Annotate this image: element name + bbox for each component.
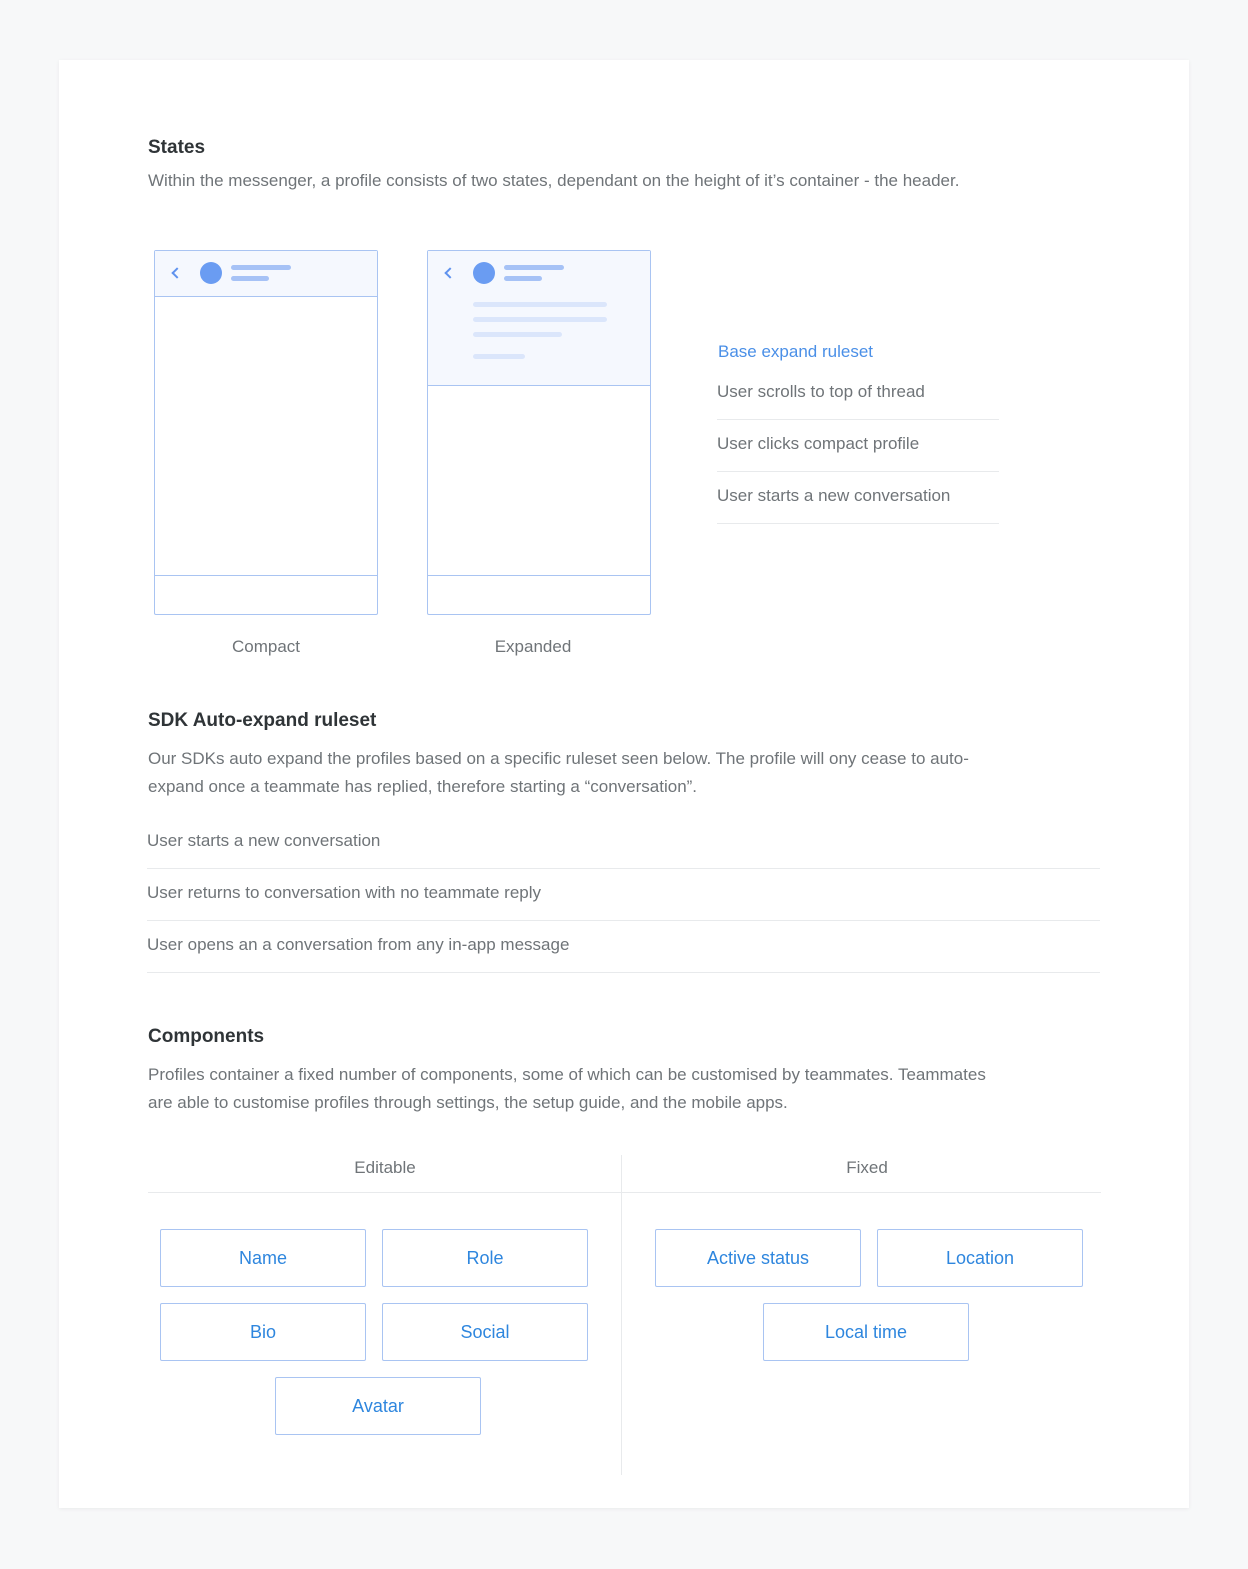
sdk-description-line-2: expand once a teammate has replied, therefore starting a “conversation”. — [148, 777, 698, 796]
fixed-column-label: Fixed — [846, 1158, 888, 1177]
components-description-line-2: are able to customise profiles through settings, the setup guide, and the mobile apps. — [148, 1093, 788, 1112]
placeholder-line — [504, 276, 542, 281]
component-chip-local-time: Local time — [763, 1303, 969, 1361]
expanded-composer — [428, 575, 650, 614]
expanded-header — [428, 251, 650, 386]
component-chip-avatar: Avatar — [275, 1377, 481, 1435]
component-chip-social: Social — [382, 1303, 588, 1361]
base-ruleset-item: User starts a new conversation — [717, 486, 999, 524]
component-chip-location: Location — [877, 1229, 1083, 1287]
component-chip-role: Role — [382, 1229, 588, 1287]
avatar-dot-icon — [200, 262, 222, 284]
component-chip-active-status: Active status — [655, 1229, 861, 1287]
placeholder-line — [473, 317, 607, 322]
component-chip-name: Name — [160, 1229, 366, 1287]
sdk-description-line-1: Our SDKs auto expand the profiles based on a specific ruleset seen below. The profile will ony cease to auto- — [148, 749, 969, 768]
placeholder-line — [231, 265, 291, 270]
content-card — [59, 60, 1189, 1508]
components-header-divider — [148, 1192, 1101, 1193]
expanded-caption: Expanded — [494, 637, 572, 656]
components-heading: Components — [148, 1026, 265, 1047]
sdk-heading: SDK Auto-expand ruleset — [148, 710, 377, 731]
base-ruleset-item: User scrolls to top of thread — [717, 382, 999, 420]
components-column-divider — [621, 1155, 622, 1475]
compact-composer — [155, 575, 377, 614]
sdk-ruleset-item: User returns to conversation with no teammate reply — [147, 883, 1100, 921]
placeholder-line — [231, 276, 269, 281]
avatar-dot-icon — [473, 262, 495, 284]
placeholder-line — [473, 354, 525, 359]
base-ruleset-item: User clicks compact profile — [717, 434, 999, 472]
chevron-left-icon — [171, 267, 182, 278]
expanded-profile-mockup — [427, 250, 651, 615]
placeholder-line — [473, 332, 562, 337]
editable-column-label: Editable — [354, 1158, 416, 1177]
states-description: Within the messenger, a profile consists of two states, dependant on the height of it’s container - the header. — [148, 171, 960, 190]
compact-profile-mockup — [154, 250, 378, 615]
compact-caption: Compact — [231, 637, 301, 656]
compact-header — [155, 251, 377, 297]
sdk-ruleset-item: User opens an a conversation from any in-app message — [147, 935, 1100, 973]
chevron-left-icon — [444, 267, 455, 278]
placeholder-line — [504, 265, 564, 270]
sdk-ruleset-item: User starts a new conversation — [147, 831, 1100, 869]
components-description-line-1: Profiles container a fixed number of components, some of which can be customised by teammates. Teammates — [148, 1065, 986, 1084]
component-chip-bio: Bio — [160, 1303, 366, 1361]
base-ruleset-title: Base expand ruleset — [718, 342, 873, 361]
placeholder-line — [473, 302, 607, 307]
states-heading: States — [148, 137, 206, 158]
